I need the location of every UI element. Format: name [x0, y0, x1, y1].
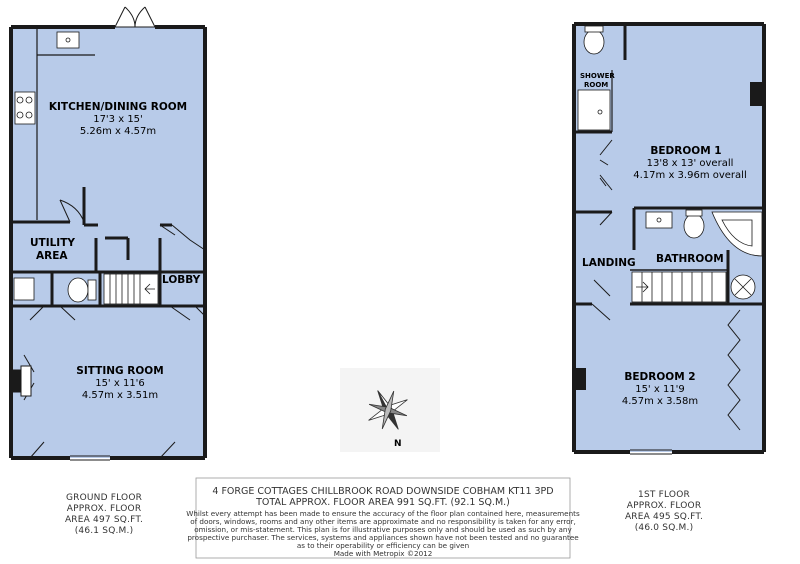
hob-icon: [15, 92, 35, 124]
sitting-imperial: 15' x 11'6: [95, 378, 145, 389]
shower-line1: SHOWER: [580, 72, 615, 80]
bedroom1-fireplace-icon: [750, 82, 762, 106]
kitchen-imperial: 17'3 x 15': [93, 114, 143, 125]
sitting-metric: 4.57m x 3.51m: [81, 390, 159, 401]
sitting-fireplace-icon: [13, 366, 31, 396]
sitting-name: SITTING ROOM: [76, 365, 164, 377]
first-floor-caption: [625, 490, 703, 533]
first-floor-plan: [574, 24, 764, 454]
first-caption-line1: 1ST FLOOR: [638, 490, 690, 500]
bedroom2-imperial: 15' x 11'9: [635, 384, 685, 395]
bathroom-wc-icon: [684, 214, 704, 238]
basin-icon: [14, 278, 34, 300]
disclaimer-line5: as to their operability or efficiency can be given: [296, 541, 470, 550]
ground-stairs: [104, 274, 158, 304]
disclaimer-line3: omission, or mis-statement. This plan is for illustrative purposes only and should be used as such by any: [194, 525, 572, 534]
utility-line2: AREA: [36, 250, 68, 262]
disclaimer-line4: prospective purchaser. The services, systems and appliances shown have not been tested and no guarantee: [187, 533, 579, 542]
kitchen-name: KITCHEN/DINING ROOM: [48, 101, 188, 113]
first-caption-line4: (46.0 SQ.M.): [634, 523, 694, 533]
bedroom1-name: BEDROOM 1: [650, 145, 722, 157]
property-address: 4 FORGE COTTAGES CHILLBROOK ROAD DOWNSIDE COBHAM KT11 3PD: [212, 486, 554, 497]
first-stairs: [632, 272, 726, 302]
lobby-name: LOBBY: [162, 274, 201, 286]
ground-caption-line2: APPROX. FLOOR: [66, 504, 142, 514]
toilet-icon: [68, 278, 88, 302]
ground-caption-line4: (46.1 SQ.M.): [74, 526, 134, 536]
utility-line1: UTILITY: [30, 237, 75, 249]
bedroom1-metric: 4.17m x 3.96m overall: [633, 170, 747, 181]
wc-icon: [584, 30, 604, 54]
compass-rose-icon: [340, 368, 440, 452]
first-caption-line3: AREA 495 SQ.FT.: [624, 512, 704, 522]
total-floor-area: TOTAL APPROX. FLOOR AREA 991 SQ.FT. (92.1 SQ.M.): [256, 497, 510, 508]
ground-caption-line3: AREA 497 SQ.FT.: [64, 515, 144, 525]
shower-line2: ROOM: [584, 81, 609, 89]
first-caption-line2: APPROX. FLOOR: [626, 501, 702, 511]
shower-tray-icon: [578, 90, 610, 130]
bedroom2-metric: 4.57m x 3.58m: [621, 396, 699, 407]
bedroom2-name: BEDROOM 2: [624, 371, 696, 383]
compass-north-label: N: [394, 439, 402, 449]
kitchen-metric: 5.26m x 4.57m: [79, 126, 157, 137]
ground-floor-plan: [11, 7, 205, 460]
footer-panel: [186, 478, 580, 558]
french-doors: [115, 7, 155, 27]
metropix-credit: Made with Metropix ©2012: [333, 549, 433, 558]
ground-caption-line1: GROUND FLOOR: [65, 493, 143, 503]
bedroom2-fireplace-icon: [576, 368, 586, 390]
disclaimer-line1: Whilst every attempt has been made to ensure the accuracy of the floor plan contained here, measurements: [186, 509, 580, 518]
landing-name: LANDING: [582, 257, 636, 269]
ground-floor-caption: [65, 493, 143, 536]
bathroom-name: BATHROOM: [656, 253, 724, 265]
disclaimer-line2: of doors, windows, rooms and any other items are approximate and no responsibility is taken for any error,: [190, 517, 576, 526]
bedroom1-imperial: 13'8 x 13' overall: [646, 158, 734, 169]
